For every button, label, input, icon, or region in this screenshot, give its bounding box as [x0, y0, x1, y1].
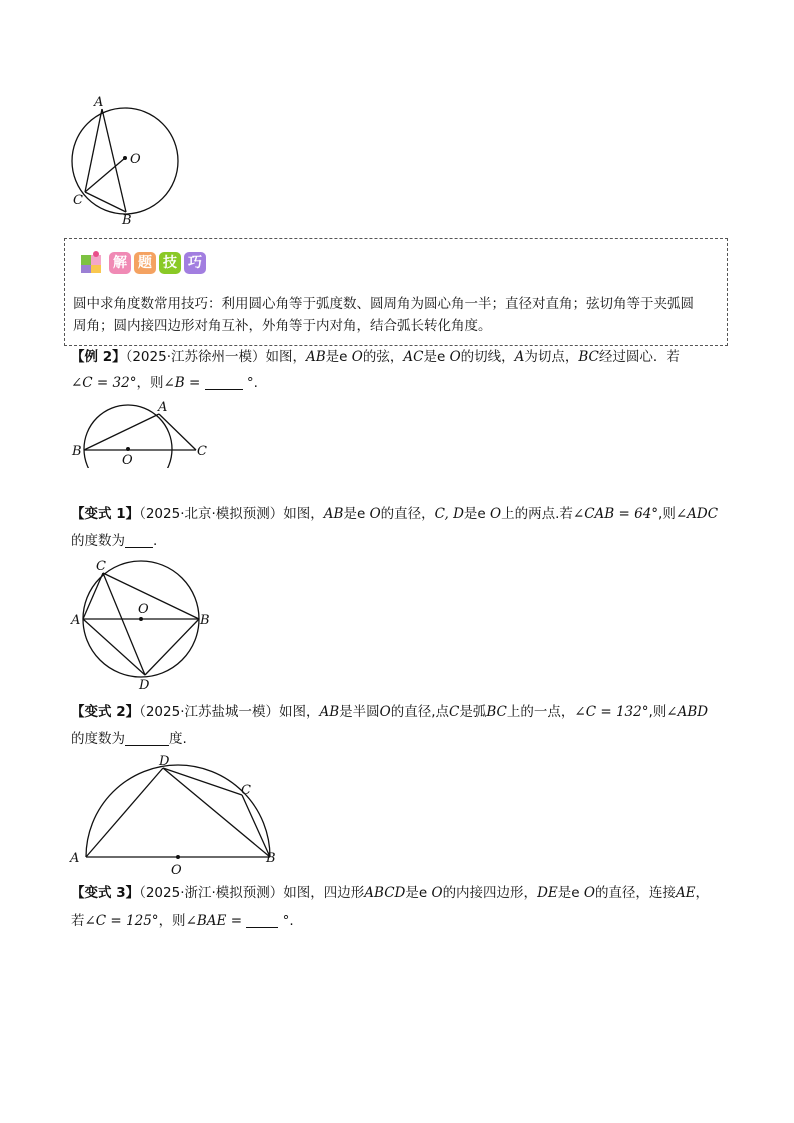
- v2-condition: ∠C = 132°: [574, 704, 649, 720]
- fig2-label-o: O: [122, 453, 133, 468]
- fig4-label-b: B: [266, 851, 276, 866]
- v1-line-1: 【变式 1】（2025·北京·模拟预测）如图，AB是e O的直径，C, D是e O上的两点.若∠CAB = 64°,则∠ADC: [71, 506, 719, 522]
- figure-3-circle: [66, 558, 216, 693]
- tips-box: [64, 238, 728, 346]
- fig1-label-b: B: [122, 213, 132, 227]
- tips-badge-2: 题: [134, 252, 156, 274]
- fig3-label-c: C: [96, 559, 106, 574]
- ex2-condition: ∠C = 32°: [71, 375, 137, 391]
- ex2-line-2: ∠C = 32°，则∠B = °.: [71, 375, 258, 391]
- ex2-line-1: 【例 2】（2025·江苏徐州一模）如图，AB是e O的弦，AC是e O的切线，A为切点，BC经过圆心．若: [71, 349, 680, 365]
- figure-2-tangent: [70, 398, 220, 468]
- fig2-label-b: B: [72, 444, 82, 459]
- figure-1-circle: [60, 92, 190, 227]
- puzzle-icon: [79, 249, 105, 275]
- v2-tag: 【变式 2】: [71, 704, 140, 720]
- v3-line-2: 若∠C = 125°，则∠BAE = °.: [71, 913, 294, 929]
- v2-line-2: 的度数为 度.: [71, 731, 187, 747]
- fig2-label-c: C: [197, 444, 207, 459]
- fig3-label-a: A: [71, 613, 81, 628]
- v2-answer-blank[interactable]: [125, 731, 169, 746]
- tips-header: [79, 249, 209, 275]
- fig1-label-a: A: [94, 95, 104, 110]
- tips-badge-3: 技: [159, 252, 181, 274]
- v3-tag: 【变式 3】: [71, 885, 140, 901]
- v3-line-1: 【变式 3】（2025·浙江·模拟预测）如图，四边形ABCD是e O的内接四边形，DE是e O的直径，连接AE，: [71, 885, 710, 901]
- fig3-label-o: O: [138, 602, 149, 617]
- v1-tag: 【变式 1】: [71, 506, 140, 522]
- fig2-label-a: A: [158, 400, 168, 415]
- tips-badge-1: 解: [109, 252, 131, 274]
- fig4-label-c: C: [241, 783, 251, 798]
- fig4-label-a: A: [70, 851, 80, 866]
- v1-answer-blank[interactable]: [125, 533, 153, 548]
- v1-line-2: 的度数为 .: [71, 533, 158, 549]
- fig4-label-d: D: [159, 754, 170, 769]
- fig3-label-d: D: [139, 678, 150, 693]
- v3-answer-blank[interactable]: [246, 913, 278, 928]
- fig1-label-c: C: [73, 193, 83, 208]
- v3-condition: ∠C = 125°: [84, 913, 159, 929]
- fig1-label-o: O: [130, 152, 141, 167]
- tips-badge-4: 巧: [184, 252, 206, 274]
- tips-line-1: 圆中求角度数常用技巧：利用圆心角等于弧度数、圆周角为圆心角一半；直径对直角；弦切角等于夹弧圆: [73, 296, 694, 312]
- ex2-answer-blank[interactable]: [205, 375, 243, 390]
- fig4-label-o: O: [171, 863, 182, 878]
- tips-text: [73, 293, 723, 337]
- fig3-label-b: B: [200, 613, 210, 628]
- figure-4-semicircle: [66, 750, 290, 878]
- v2-line-1: 【变式 2】（2025·江苏盐城一模）如图，AB是半圆O的直径,点C是弧BC上的一点，∠C = 132°,则∠ABD: [71, 704, 709, 720]
- ex2-tag: 【例 2】: [71, 349, 126, 365]
- v1-condition: ∠CAB = 64°: [572, 506, 659, 522]
- tips-line-2: 周角；圆内接四边形对角互补，外角等于内对角，结合弧长转化角度。: [73, 318, 492, 334]
